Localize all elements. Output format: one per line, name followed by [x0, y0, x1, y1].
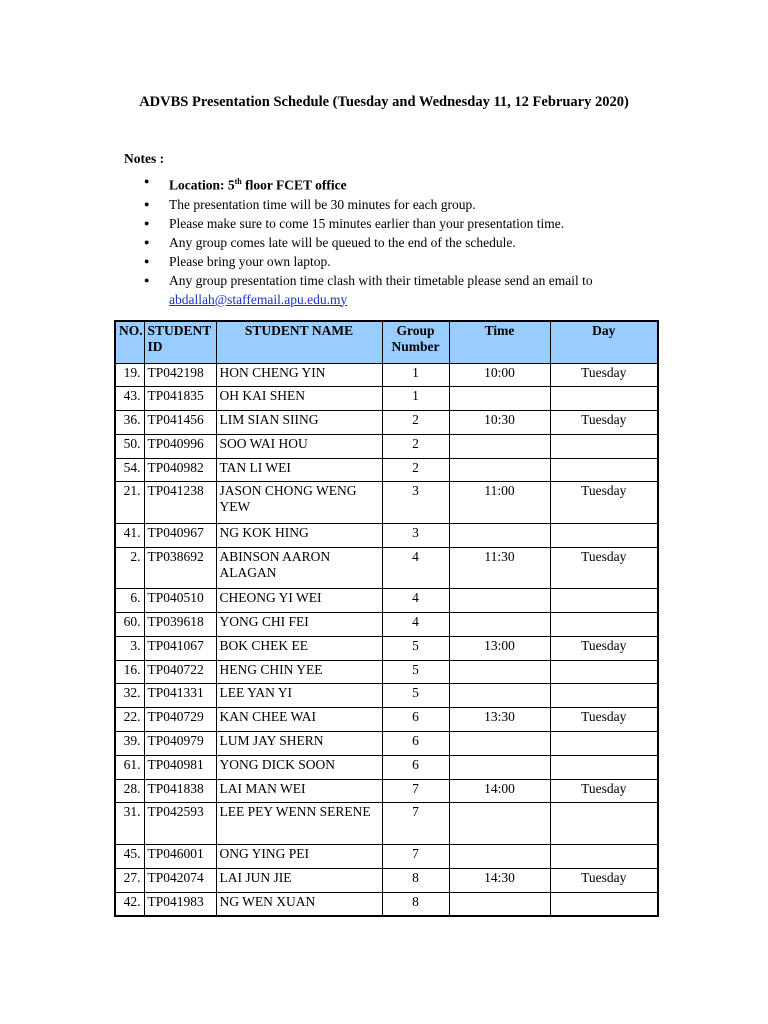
- table-row: [115, 868, 658, 892]
- cell-group-number: 2: [382, 434, 449, 458]
- cell-group-number: 2: [382, 458, 449, 482]
- note-item: ● The presentation time will be 30 minutes for each group.: [144, 195, 744, 214]
- cell-student-id: TP042593: [144, 803, 216, 845]
- cell-student-name: LEE YAN YI: [216, 684, 382, 708]
- cell-time: [449, 387, 550, 411]
- cell-no: 21.: [115, 482, 144, 524]
- note-item: ● Any group comes late will be queued to the end of the schedule.: [144, 233, 744, 252]
- cell-day: [550, 458, 658, 482]
- cell-time: [449, 684, 550, 708]
- cell-no: 2.: [115, 547, 144, 589]
- cell-student-name: LIM SIAN SIING: [216, 411, 382, 435]
- cell-student-name: YONG CHI FEI: [216, 613, 382, 637]
- cell-student-name: YONG DICK SOON: [216, 755, 382, 779]
- cell-group-number: 6: [382, 708, 449, 732]
- cell-group-number: 1: [382, 387, 449, 411]
- cell-day: Tuesday: [550, 779, 658, 803]
- cell-day: [550, 589, 658, 613]
- cell-day: [550, 892, 658, 916]
- cell-student-id: TP046001: [144, 844, 216, 868]
- cell-student-id: TP040996: [144, 434, 216, 458]
- table-row: [115, 803, 658, 845]
- cell-student-name: CHEONG YI WEI: [216, 589, 382, 613]
- cell-no: 50.: [115, 434, 144, 458]
- cell-student-name: KAN CHEE WAI: [216, 708, 382, 732]
- note-location: [144, 172, 744, 195]
- cell-group-number: 7: [382, 779, 449, 803]
- cell-no: 3.: [115, 636, 144, 660]
- cell-student-name: HENG CHIN YEE: [216, 660, 382, 684]
- cell-time: 14:30: [449, 868, 550, 892]
- header-student-name: STUDENT NAME: [216, 321, 382, 363]
- cell-group-number: 7: [382, 803, 449, 845]
- note-location-suffix: floor FCET office: [241, 177, 347, 193]
- header-time: Time: [449, 321, 550, 363]
- cell-group-number: 5: [382, 684, 449, 708]
- cell-student-id: TP041835: [144, 387, 216, 411]
- cell-group-number: 6: [382, 732, 449, 756]
- cell-day: [550, 803, 658, 845]
- note-item-email: [144, 271, 744, 309]
- cell-time: 11:30: [449, 547, 550, 589]
- header-group-number: Group Number: [382, 321, 449, 363]
- table-row: [115, 732, 658, 756]
- cell-day: Tuesday: [550, 636, 658, 660]
- cell-group-number: 6: [382, 755, 449, 779]
- header-no: NO.: [115, 321, 144, 363]
- cell-no: 39.: [115, 732, 144, 756]
- cell-day: [550, 844, 658, 868]
- cell-student-id: TP038692: [144, 547, 216, 589]
- cell-student-name: LAI MAN WEI: [216, 779, 382, 803]
- cell-student-name: LEE PEY WENN SERENE: [216, 803, 382, 845]
- cell-time: [449, 523, 550, 547]
- table-row: [115, 779, 658, 803]
- cell-student-name: BOK CHEK EE: [216, 636, 382, 660]
- cell-day: [550, 755, 658, 779]
- cell-student-id: TP041456: [144, 411, 216, 435]
- cell-no: 32.: [115, 684, 144, 708]
- cell-time: [449, 844, 550, 868]
- cell-no: 31.: [115, 803, 144, 845]
- cell-group-number: 8: [382, 868, 449, 892]
- schedule-table: [114, 320, 659, 917]
- table-row: [115, 363, 658, 387]
- cell-time: 10:30: [449, 411, 550, 435]
- notes-list: [144, 172, 744, 309]
- cell-student-id: TP040729: [144, 708, 216, 732]
- cell-student-name: HON CHENG YIN: [216, 363, 382, 387]
- table-row: [115, 755, 658, 779]
- cell-group-number: 2: [382, 411, 449, 435]
- cell-student-id: TP040967: [144, 523, 216, 547]
- table-row: [115, 844, 658, 868]
- cell-student-id: TP040981: [144, 755, 216, 779]
- cell-time: 11:00: [449, 482, 550, 524]
- cell-student-id: TP042074: [144, 868, 216, 892]
- table-row: [115, 636, 658, 660]
- cell-student-id: TP040979: [144, 732, 216, 756]
- cell-no: 16.: [115, 660, 144, 684]
- cell-student-name: OH KAI SHEN: [216, 387, 382, 411]
- cell-student-name: LAI JUN JIE: [216, 868, 382, 892]
- cell-student-name: SOO WAI HOU: [216, 434, 382, 458]
- table-row: [115, 387, 658, 411]
- cell-no: 22.: [115, 708, 144, 732]
- cell-day: Tuesday: [550, 363, 658, 387]
- cell-group-number: 5: [382, 636, 449, 660]
- cell-time: 14:00: [449, 779, 550, 803]
- table-row: [115, 589, 658, 613]
- cell-day: Tuesday: [550, 547, 658, 589]
- cell-student-name: JASON CHONG WENG YEW: [216, 482, 382, 524]
- cell-time: [449, 803, 550, 845]
- cell-day: Tuesday: [550, 868, 658, 892]
- cell-student-name: TAN LI WEI: [216, 458, 382, 482]
- cell-time: [449, 458, 550, 482]
- cell-no: 45.: [115, 844, 144, 868]
- table-row: [115, 684, 658, 708]
- cell-no: 42.: [115, 892, 144, 916]
- notes-label: Notes :: [124, 151, 165, 166]
- note-location-prefix: Location: 5: [169, 177, 235, 193]
- cell-day: [550, 434, 658, 458]
- cell-group-number: 4: [382, 547, 449, 589]
- table-row: [115, 547, 658, 589]
- email-link[interactable]: abdallah@staffemail.apu.edu.my: [169, 291, 348, 307]
- cell-time: 13:30: [449, 708, 550, 732]
- cell-student-name: NG KOK HING: [216, 523, 382, 547]
- cell-day: [550, 660, 658, 684]
- cell-student-name: ABINSON AARON ALAGAN: [216, 547, 382, 589]
- note-location-sup: th: [234, 177, 242, 186]
- table-row: [115, 458, 658, 482]
- cell-student-id: TP041331: [144, 684, 216, 708]
- cell-time: [449, 589, 550, 613]
- cell-student-id: TP039618: [144, 613, 216, 637]
- cell-no: 27.: [115, 868, 144, 892]
- cell-day: [550, 523, 658, 547]
- cell-no: 36.: [115, 411, 144, 435]
- cell-student-id: TP041838: [144, 779, 216, 803]
- cell-no: 43.: [115, 387, 144, 411]
- cell-group-number: 8: [382, 892, 449, 916]
- note-item: Any group presentation time clash with their timetable please send an email to: [169, 272, 593, 288]
- cell-student-id: TP042198: [144, 363, 216, 387]
- table-row: [115, 482, 658, 524]
- cell-student-name: NG WEN XUAN: [216, 892, 382, 916]
- cell-day: Tuesday: [550, 708, 658, 732]
- cell-student-id: TP041067: [144, 636, 216, 660]
- cell-day: [550, 387, 658, 411]
- cell-time: 10:00: [449, 363, 550, 387]
- cell-time: [449, 732, 550, 756]
- cell-student-name: ONG YING PEI: [216, 844, 382, 868]
- header-day: Day: [550, 321, 658, 363]
- cell-day: Tuesday: [550, 411, 658, 435]
- cell-day: [550, 732, 658, 756]
- table-row: [115, 613, 658, 637]
- cell-student-id: TP040982: [144, 458, 216, 482]
- cell-time: 13:00: [449, 636, 550, 660]
- header-student-id: STUDENT ID: [144, 321, 216, 363]
- cell-time: [449, 660, 550, 684]
- cell-group-number: 7: [382, 844, 449, 868]
- cell-group-number: 1: [382, 363, 449, 387]
- cell-time: [449, 892, 550, 916]
- cell-student-name: LUM JAY SHERN: [216, 732, 382, 756]
- table-row: [115, 708, 658, 732]
- cell-student-id: TP041983: [144, 892, 216, 916]
- table-row: [115, 411, 658, 435]
- cell-day: [550, 613, 658, 637]
- cell-time: [449, 434, 550, 458]
- table-row: [115, 523, 658, 547]
- table-row: [115, 434, 658, 458]
- cell-no: 60.: [115, 613, 144, 637]
- note-item: ● Please make sure to come 15 minutes earlier than your presentation time.: [144, 214, 744, 233]
- cell-no: 19.: [115, 363, 144, 387]
- cell-group-number: 5: [382, 660, 449, 684]
- cell-group-number: 3: [382, 482, 449, 524]
- cell-no: 61.: [115, 755, 144, 779]
- cell-no: 41.: [115, 523, 144, 547]
- table-row: [115, 660, 658, 684]
- cell-group-number: 4: [382, 613, 449, 637]
- cell-day: Tuesday: [550, 482, 658, 524]
- cell-no: 54.: [115, 458, 144, 482]
- table-header-row: [115, 321, 658, 363]
- cell-group-number: 4: [382, 589, 449, 613]
- cell-student-id: TP040510: [144, 589, 216, 613]
- cell-day: [550, 684, 658, 708]
- document-title: ADVBS Presentation Schedule (Tuesday and Wednesday 11, 12 February 2020): [139, 94, 629, 110]
- cell-time: [449, 613, 550, 637]
- note-item: ● Please bring your own laptop.: [144, 252, 744, 271]
- table-row: [115, 892, 658, 916]
- cell-no: 28.: [115, 779, 144, 803]
- cell-student-id: TP041238: [144, 482, 216, 524]
- cell-student-id: TP040722: [144, 660, 216, 684]
- cell-group-number: 3: [382, 523, 449, 547]
- cell-time: [449, 755, 550, 779]
- cell-no: 6.: [115, 589, 144, 613]
